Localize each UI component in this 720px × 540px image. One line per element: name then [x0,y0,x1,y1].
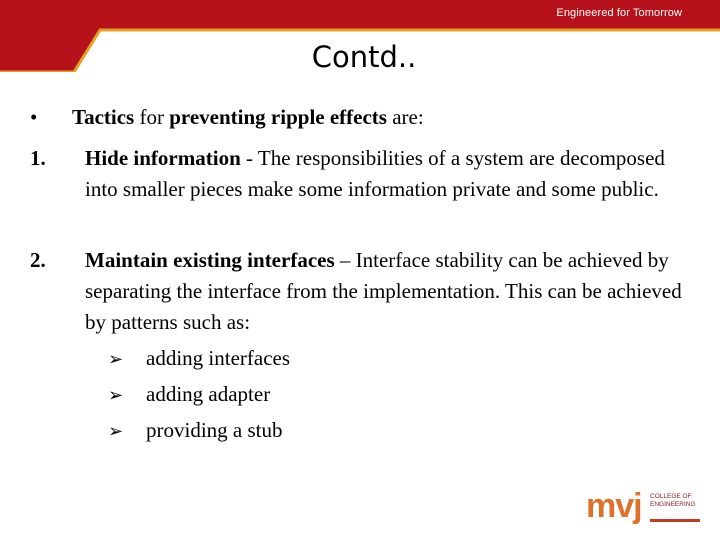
sub-list-item [108,377,690,413]
item-number: 1. [30,146,46,170]
sub-list-item [108,341,690,377]
logo-text [650,493,696,509]
intro-bullet [30,104,424,130]
intro-bold-2: preventing ripple effects [169,105,387,129]
sub-list-item [108,413,690,449]
item-heading: Hide information [85,146,241,170]
list-item-maintain-interfaces [30,245,690,449]
item-description: – Interface stability can be achieved by separating the interface from the implementation. This can be achieved by patterns such as: [85,248,682,334]
arrow-bullet-icon: ➢ [108,421,124,442]
logo-line-2: ENGINEERING [650,501,696,508]
sub-item-label: providing a stub [146,418,283,442]
item-description: - The responsibilities of a system are decomposed into smaller pieces make some information private and some public. [85,146,665,201]
item-text [85,143,690,205]
arrow-bullet-icon: ➢ [108,385,124,406]
intro-tail: are: [386,105,424,129]
item-text [85,245,690,449]
header-tagline: Engineered for Tomorrow [556,7,682,19]
logo-line-1: COLLEGE OF [650,493,692,500]
item-heading: Maintain existing interfaces [85,248,335,272]
intro-mid: for [134,105,170,129]
logo-underline [650,519,700,522]
sub-list [108,341,690,449]
sub-item-label: adding interfaces [146,346,291,370]
bullet-icon: • [30,105,38,129]
list-item-hide-information [30,143,690,205]
item-number: 2. [30,248,46,272]
college-logo [586,488,704,528]
arrow-bullet-icon: ➢ [108,349,124,370]
sub-item-label: adding adapter [146,382,271,406]
logo-mark: mvj [586,487,642,525]
page-title: Contd.. [311,40,417,74]
intro-bold: Tactics [72,105,135,129]
